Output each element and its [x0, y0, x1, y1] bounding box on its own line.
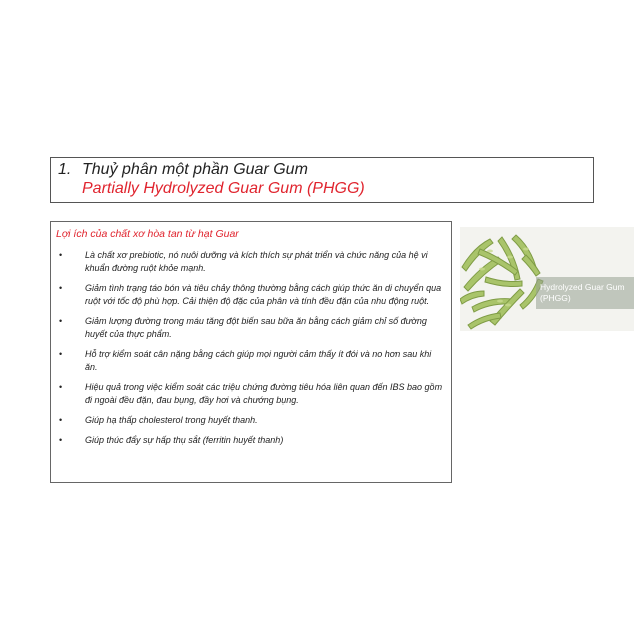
- benefit-text: Giảm tình trạng táo bón và tiêu chảy thông thường bằng cách giúp thức ăn di chuyển qua ruột với tốc độ phù hợp. Cải thiện độ đặc của phân và tính đều đặn của nhu động ruột.: [85, 283, 442, 306]
- benefit-item: [51, 434, 451, 447]
- benefit-item: [51, 282, 451, 308]
- bullet-icon: •: [59, 415, 63, 425]
- benefit-item: [51, 381, 451, 407]
- benefit-item: [51, 249, 451, 275]
- benefit-item: [51, 414, 451, 427]
- bullet-icon: •: [59, 382, 63, 392]
- photo-caption: Hydrolyzed Guar Gum (PHGG): [540, 282, 625, 303]
- bullet-icon: •: [59, 283, 63, 293]
- benefit-item: [51, 315, 451, 341]
- benefit-text: Hiệu quả trong việc kiểm soát các triệu chứng đường tiêu hóa liên quan đến IBS bao gồm đi ngoài đều đặn, đau bụng, đầy hơi và chướng bụng.: [85, 382, 443, 405]
- benefits-box: [50, 221, 452, 483]
- title-number: 1.: [58, 161, 72, 178]
- title-english: Partially Hydrolyzed Guar Gum (PHGG): [82, 180, 365, 197]
- bullet-icon: •: [59, 250, 63, 260]
- benefit-text: Giảm lượng đường trong máu tăng đột biến sau bữa ăn bằng cách giảm chỉ số đường huyết của thực phẩm.: [85, 316, 427, 339]
- benefit-item: [51, 348, 451, 374]
- bullet-icon: •: [59, 435, 63, 445]
- bullet-icon: •: [59, 316, 63, 326]
- title-box: [50, 157, 594, 203]
- benefit-text: Giúp hạ thấp cholesterol trong huyết thanh.: [85, 415, 258, 425]
- benefit-text: Giúp thúc đẩy sự hấp thụ sắt (ferritin huyết thanh): [85, 435, 284, 445]
- benefit-text: Là chất xơ prebiotic, nó nuôi dưỡng và kích thích sự phát triển và chức năng của hệ vi khuẩn đường ruột khỏe mạnh.: [85, 250, 428, 273]
- benefit-list: [51, 249, 451, 454]
- title-vietnamese: Thuỷ phân một phần Guar Gum: [82, 161, 308, 178]
- benefits-heading: Lợi ích của chất xơ hòa tan từ hạt Guar: [56, 228, 239, 240]
- bullet-icon: •: [59, 349, 63, 359]
- benefit-text: Hỗ trợ kiểm soát cân nặng bằng cách giúp mọi người cảm thấy ít đói và no hơn sau khi ăn.: [85, 349, 432, 372]
- guar-beans-photo: [460, 227, 634, 331]
